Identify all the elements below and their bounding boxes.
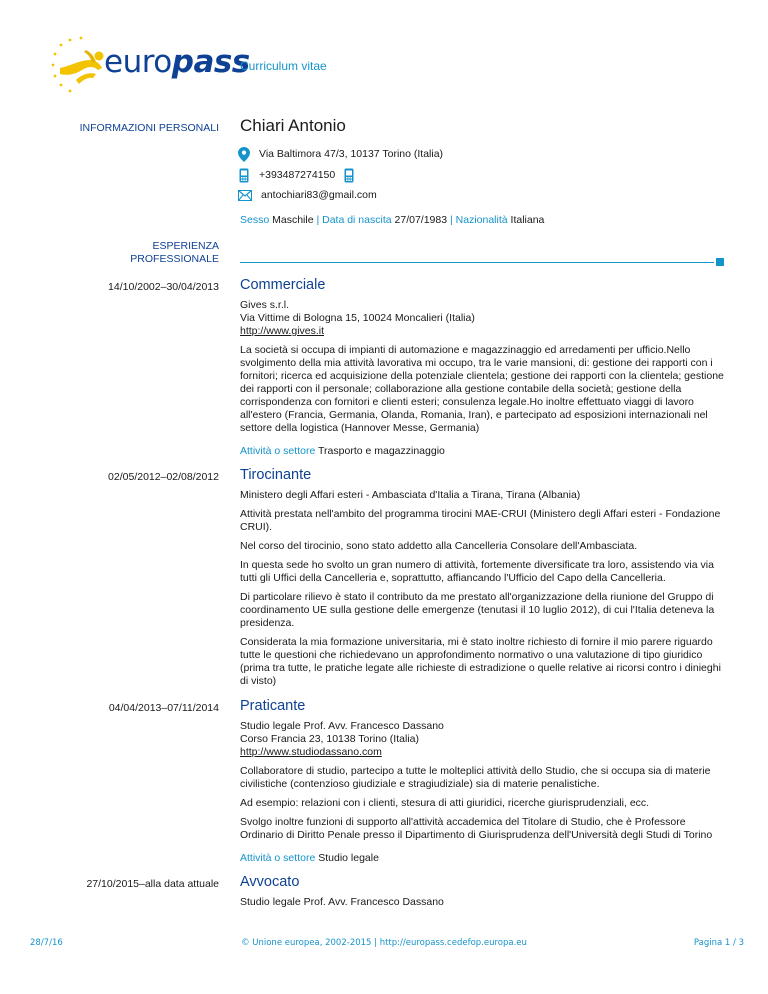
job-dates: 04/04/2013–07/11/2014 <box>108 702 219 714</box>
phone-icon <box>238 168 250 183</box>
section-divider-square <box>716 258 724 266</box>
job-paragraph: Attività prestata nell'ambito del programma tirocini MAE-CRUI (Ministero degli Affari esteri - Fondazione CRUI). <box>240 508 721 533</box>
nationality-label: Nazionalità <box>455 214 508 226</box>
job-dates: 14/10/2002–30/04/2013 <box>108 281 219 293</box>
sex-value: Maschile <box>272 214 314 226</box>
job-paragraph: Considerata la mia formazione universitaria, mi è stato inoltre richiesto di fornire il mio parere riguardo tutte le questioni che richiedevano un approfondimento normativo o una valutazione di tipo giuridico (prima tra tutte, le pratiche legate alle richieste di estradizione o quelle relative ai ricorsi contro i dinieghi di visto) <box>240 636 721 687</box>
job-title: Tirocinante <box>240 467 312 483</box>
employer-address: Corso Francia 23, 10138 Torino (Italia) <box>240 733 419 745</box>
contact-phone <box>238 167 364 183</box>
job-sector <box>240 852 730 865</box>
email-envelope-icon <box>238 190 252 201</box>
job-dates: 02/05/2012–02/08/2012 <box>108 471 219 483</box>
location-pin-icon <box>238 147 250 162</box>
job-paragraph: Nel corso del tirocinio, sono stato addetto alla Cancelleria Consolare dell'Ambasciata. <box>240 540 638 552</box>
contact-address <box>238 146 451 162</box>
nationality-value: Italiana <box>510 214 545 226</box>
section-label-personal: INFORMAZIONI PERSONALI <box>79 122 219 134</box>
sector-label: Attività o settore <box>240 852 316 864</box>
europass-logo <box>46 30 250 96</box>
logo-text-euro: euro <box>104 44 172 80</box>
job-dates: 27/10/2015–alla data attuale <box>86 878 219 890</box>
job-entry <box>240 277 730 464</box>
job-paragraph: In questa sede ho svolto un gran numero di attività, fortemente diversificate tra loro, assistendo via via tutti gli Uffici della Cancelleria e, soprattutto, affiancando l'Ufficio del Capo della Cancelleria. <box>240 559 714 584</box>
job-title: Avvocato <box>240 874 300 890</box>
section-divider-line <box>240 262 714 263</box>
sector-value: Trasporto e magazzinaggio <box>318 445 445 457</box>
section-label-experience-line2: PROFESSIONALE <box>130 253 219 265</box>
footer-page-number: Pagina 1 / 3 <box>693 938 744 948</box>
footer-copyright[interactable]: © Unione europea, 2002-2015 | http://europass.cedefop.europa.eu <box>241 938 527 948</box>
employer-name: Studio legale Prof. Avv. Francesco Dassano <box>240 720 444 732</box>
job-paragraph: Collaboratore di studio, partecipo a tutte le molteplici attività dello Studio, che si occupa sia di materie civilistiche (contenzioso giudiziale e stragiudiziale) sia di materie penalistiche. <box>240 765 711 790</box>
employer-name: Ministero degli Affari esteri - Ambasciata d'Italia a Tirana, Tirana (Albania) <box>240 489 581 501</box>
job-paragraph: Svolgo inoltre funzioni di supporto all'attività accademica del Titolare di Studio, che è Professore Ordinario di Diritto Penale presso il Dipartimento di Giurisprudenza dell'Università degli Studi di Torino <box>240 816 713 841</box>
job-title: Praticante <box>240 698 306 714</box>
job-paragraph: Ad esempio: relazioni con i clienti, stesura di atti giuridici, ricerche giurisprudenziali, ecc. <box>240 797 650 809</box>
section-label-experience-line1: ESPERIENZA <box>152 240 219 252</box>
email-text[interactable]: antochiari83@gmail.com <box>261 189 377 201</box>
employer-name: Gives s.r.l. <box>240 299 290 311</box>
job-paragraph: Di particolare rilievo è stato il contributo da me prestato all'organizzazione della riunione del Gruppo di coordinamento UE sulla gestione delle emergenze (tenutasi il 10 luglio 2012), di cui l'Italia deteneva la presidenza. <box>240 591 715 629</box>
personal-details-line <box>240 214 544 226</box>
person-name: Chiari Antonio <box>240 116 346 135</box>
employer-website-link[interactable]: http://www.gives.it <box>240 325 325 337</box>
job-entry <box>240 874 730 909</box>
employer-name: Studio legale Prof. Avv. Francesco Dassano <box>240 896 444 908</box>
job-entry <box>240 698 730 871</box>
separator: | <box>316 214 320 226</box>
contact-email <box>238 187 385 203</box>
logo-text-pass: pass <box>171 44 250 80</box>
separator: | <box>450 214 453 226</box>
phone-text[interactable]: +393487274150 <box>259 169 336 181</box>
job-sector <box>240 445 730 458</box>
section-label-experience <box>130 240 219 266</box>
job-title: Commerciale <box>240 277 326 293</box>
birth-value: 27/07/1983 <box>394 214 448 226</box>
footer-date: 28/7/16 <box>30 938 63 948</box>
document-title: Curriculum vitae <box>240 59 327 73</box>
sector-value: Studio legale <box>318 852 379 864</box>
address-text: Via Baltimora 47/3, 10137 Torino (Italia) <box>259 148 444 160</box>
sex-label: Sesso <box>240 214 270 226</box>
job-description: La società si occupa di impianti di automazione e magazzinaggio ed arredamenti per ufficio.Nello svolgimento della mia attività lavorativa mi occupo, tra le varie mansioni, di: gestione dei rapporti con i fornitori; ricerca ed acquisizione della potenziale clientela; gestione dei rapporti con la clientela; gestione dei rapporti con il personale; collaborazione alla gestione contabile della società; gestione della corrispondenza con fornitori e clienti esteri; consulenza legale.Ho inoltre effettuato viaggi di lavoro all'estero (Francia, Germania, Olanda, Romania, Iran), e partecipato ad esposizioni internazionali nel settore della logistica (Hannover Messe, Germania) <box>240 344 724 434</box>
employer-address: Via Vittime di Bologna 15, 10024 Moncalieri (Italia) <box>240 312 475 324</box>
sector-label: Attività o settore <box>240 445 316 457</box>
mobile-phone-icon <box>343 168 355 183</box>
employer-website-link[interactable]: http://www.studiodassano.com <box>240 746 382 758</box>
birth-label: Data di nascita <box>322 214 392 226</box>
job-entry <box>240 467 730 694</box>
